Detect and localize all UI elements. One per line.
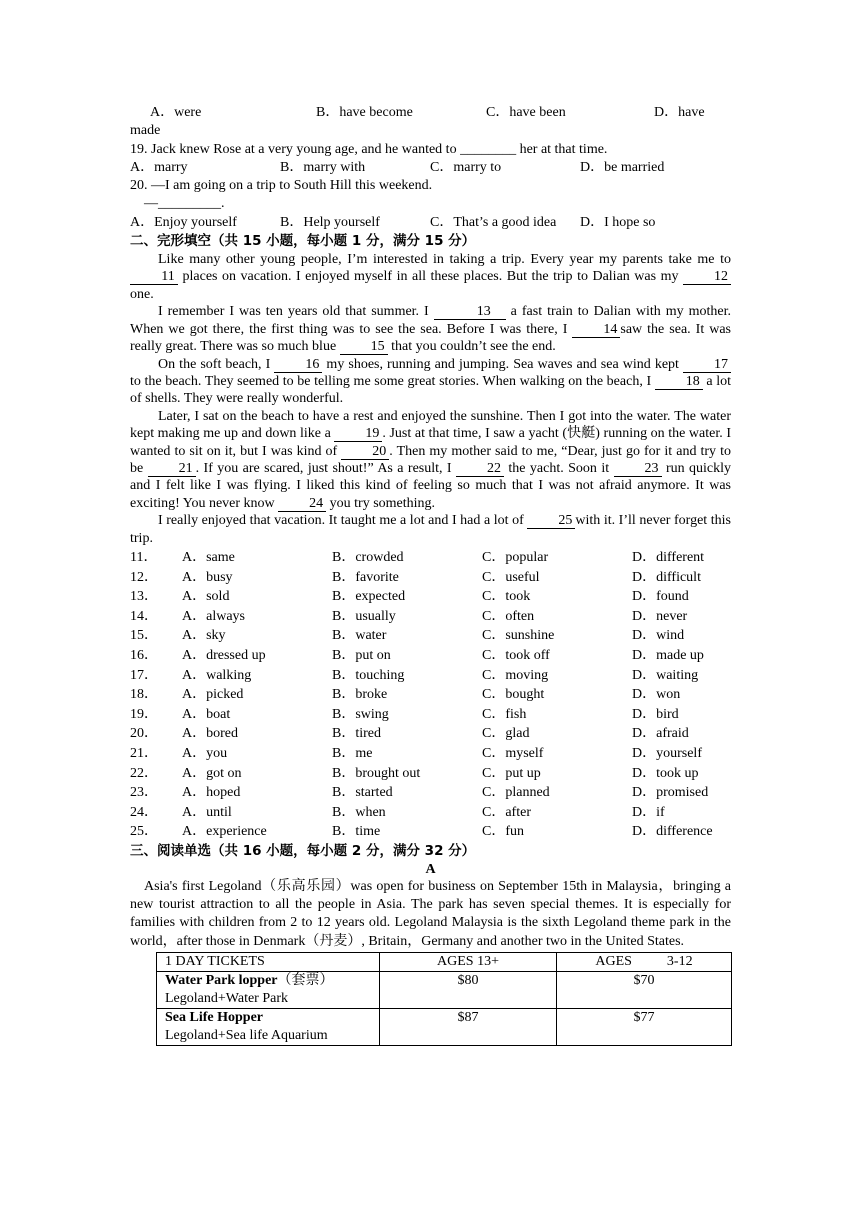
list-item [130,568,731,588]
option-c: C．glad [482,726,530,742]
table-header-row [157,952,732,971]
blank-21: 21 [148,462,196,477]
option-number: 25． [130,824,158,840]
option-a: A．until [182,804,232,820]
table-row [157,971,732,1008]
list-item [130,626,731,646]
list-item [130,744,731,764]
option-c: C．moving [482,667,549,683]
header-cell: 1 DAY TICKETS [157,952,380,971]
option-a: A．you [182,745,228,761]
price-cell: $77 [557,1008,732,1045]
q20-options [130,214,731,232]
q20-option-d: D．I hope so [580,214,656,230]
option-b: B．water [332,628,387,644]
ticket-name-cell: Water Park lopper（套票） Legoland+Water Park [157,971,380,1008]
q18-option-a: A．were [150,105,202,120]
option-b: B．when [332,804,386,820]
option-d: D．yourself [632,745,702,761]
option-number: 23． [130,785,158,801]
option-number: 12． [130,569,158,585]
option-number: 17． [130,667,158,683]
option-b: B．crowded [332,549,404,565]
q20-option-c: C．That’s a good idea [430,214,557,230]
table-row [157,1008,732,1045]
option-a: A．dressed up [182,647,266,663]
price-cell: $80 [380,971,557,1008]
option-a: A．walking [182,667,252,683]
option-d: D．wind [632,628,685,644]
option-a: A．sold [182,589,230,605]
blank-23: 23 [614,462,662,477]
q19-option-a: A．marry [130,159,188,175]
option-d: D．made up [632,647,704,663]
list-item [130,685,731,705]
option-a: A．boat [182,706,231,722]
option-c: C．sunshine [482,628,555,644]
option-a: A．busy [182,569,233,585]
blank-18: 18 [655,375,703,390]
option-a: A．hoped [182,785,241,801]
option-c: C．bought [482,687,545,703]
option-b: B．touching [332,667,405,683]
option-c: C．fun [482,824,524,840]
blank-19: 19 [334,427,382,442]
option-d: D．different [632,549,705,565]
option-d: D．took up [632,765,699,781]
q18-option-c: C．have been [486,105,566,120]
q18-option-b: B．have become [316,105,413,120]
option-number: 13． [130,589,158,605]
option-d: D．waiting [632,667,699,683]
q19-option-c: C．marry to [430,159,502,175]
q19-option-b: B．marry with [280,159,366,175]
blank-20: 20 [341,445,389,460]
option-d: D．won [632,687,681,703]
blank-13: 13 [434,305,506,320]
blank-14: 14 [572,323,620,338]
section-3-title: 三、阅读单选（共 16 小题，每小题 2 分，满分 32 分） [130,842,476,859]
section-2-title: 二、完形填空（共 15 小题，每小题 1 分，满分 15 分） [130,233,476,250]
blank-16: 16 [274,358,322,373]
option-d: D．if [632,804,665,820]
option-c: C．planned [482,785,550,801]
price-cell: $87 [380,1008,557,1045]
option-d: D．difficult [632,569,701,585]
price-cell: $70 [557,971,732,1008]
blank-17: 17 [683,358,731,373]
option-c: C．took off [482,647,550,663]
option-b: B．tired [332,726,381,742]
list-item [130,724,731,744]
option-a: A．experience [182,824,267,840]
option-c: C．often [482,608,535,624]
option-number: 24． [130,804,158,820]
option-b: B．brought out [332,765,421,781]
list-item [130,607,731,627]
option-a: A．bored [182,726,238,742]
option-b: B．time [332,824,381,840]
header-cell: AGES 13+ [380,952,557,971]
list-item [130,646,731,666]
list-item [130,822,731,842]
option-b: B．me [332,745,373,761]
option-d: D．found [632,589,689,605]
q20-option-b: B．Help yourself [280,214,380,230]
passage-a-label: A [425,861,436,877]
q18-options [130,104,731,122]
option-d: D．promised [632,785,709,801]
option-number: 11． [130,549,158,565]
option-number: 19． [130,706,158,722]
list-item [130,705,731,725]
option-d: D．difference [632,824,713,840]
cloze-paragraph-2: I remember I was ten years old that summer. I 13 a fast train to Dalian with my mother. When we got there, the first thing was to see the sea. Before I was there, I 14 saw the sea. It was really great. There was so much blue 15 that you couldn’t see the end. [130,304,732,355]
q19-option-d: D．be married [580,159,665,175]
cloze-paragraph-5: I really enjoyed that vacation. It taught me a lot and I had a lot of 25 with it. I’ll never forget this trip. [130,513,731,546]
option-a: A．sky [182,628,226,644]
cloze-paragraph-3: On the soft beach, I 16 my shoes, running and jumping. Sea waves and sea wind kept 17 to the beach. They seemed to be telling me some great stories. When walking on the beach, I 18 a lot of shells. They were really wonderful. [130,356,732,407]
cloze-paragraph-1: Like many other young people, I’m interested in taking a trip. Every year my parents take me to 11 places on vacation. I enjoyed myself in all these places. But the trip to Dalian was my 12 one. [130,252,731,302]
option-c: C．myself [482,745,544,761]
q18-option-d: D．have [654,105,705,120]
list-item [130,548,731,568]
option-c: C．useful [482,569,540,585]
exam-page [130,104,731,1046]
option-b: B．put on [332,647,391,663]
option-b: B．started [332,785,393,801]
list-item [130,587,731,607]
blank-24: 24 [278,497,326,512]
list-item [130,783,731,803]
list-item [130,666,731,686]
option-number: 14． [130,608,158,624]
blank-12: 12 [683,270,731,285]
option-number: 16． [130,647,158,663]
option-d: D．never [632,608,688,624]
option-c: C．took [482,589,531,605]
option-b: B．expected [332,589,406,605]
cloze-paragraph-4: Later, I sat on the beach to have a rest and enjoyed the sunshine. Then I got into the water. The water kept making me up and down like a 19 . Just at that time, I saw a yacht (快艇) running on the water. I wanted to sit on it, but I was kind of 20 . Then my mother said to me, “Dear, just go for it and try to be 21 . If you are scared, just shout!” As a result, I 22 the yacht. Soon it 23 run quickly and I felt like I was flying. I liked this kind of feeling so much that I was not afraid anymore. It was exciting! You never know 24 you try something. [130,408,732,511]
blank-11: 11 [130,270,178,285]
option-a: A．same [182,549,235,565]
q18-option-d-continued: made [130,123,161,139]
tickets-table [156,952,732,1046]
option-number: 22． [130,765,158,781]
option-d: D．bird [632,706,679,722]
option-c: C．put up [482,765,541,781]
cloze-options-list [130,548,731,842]
option-c: C．fish [482,706,527,722]
list-item [130,764,731,784]
option-b: B．favorite [332,569,399,585]
option-d: D．afraid [632,726,689,742]
q20-option-a: A．Enjoy yourself [130,214,237,230]
q19-options [130,159,731,177]
option-a: A．got on [182,765,242,781]
q20-stem: 20. —I am going on a trip to South Hill this weekend. [130,178,433,194]
q19-stem: 19. Jack knew Rose at a very young age, and he wanted to ________ her at that time. [130,141,608,157]
blank-25: 25 [527,514,575,529]
header-cell: AGES 3-12 [557,952,732,971]
option-a: A．picked [182,687,244,703]
option-number: 18． [130,687,158,703]
q20-reply: —_________. [144,196,225,212]
option-number: 21． [130,745,158,761]
option-number: 20． [130,726,158,742]
blank-15: 15 [340,340,388,355]
list-item [130,803,731,823]
option-a: A．always [182,608,245,624]
option-c: C．popular [482,549,549,565]
option-b: B．swing [332,706,389,722]
option-b: B．broke [332,687,388,703]
option-b: B．usually [332,608,396,624]
option-c: C．after [482,804,531,820]
blank-22: 22 [456,462,504,477]
option-number: 15． [130,628,158,644]
passage-a-text: Asia's first Legoland（乐高乐园）was open for business on September 15th in Malaysia，bringing a new tourist attraction to all the people in Asia. The park has seven special themes. It is especially for families with children from 2 to 12 years old. Legoland Malaysia is the sixth Legoland theme park in the world，after those in Denmark（丹麦）, Britain，Germany and another two in the United States. [130,878,731,949]
ticket-name-cell: Sea Life Hopper Legoland+Sea life Aquarium [157,1008,380,1045]
